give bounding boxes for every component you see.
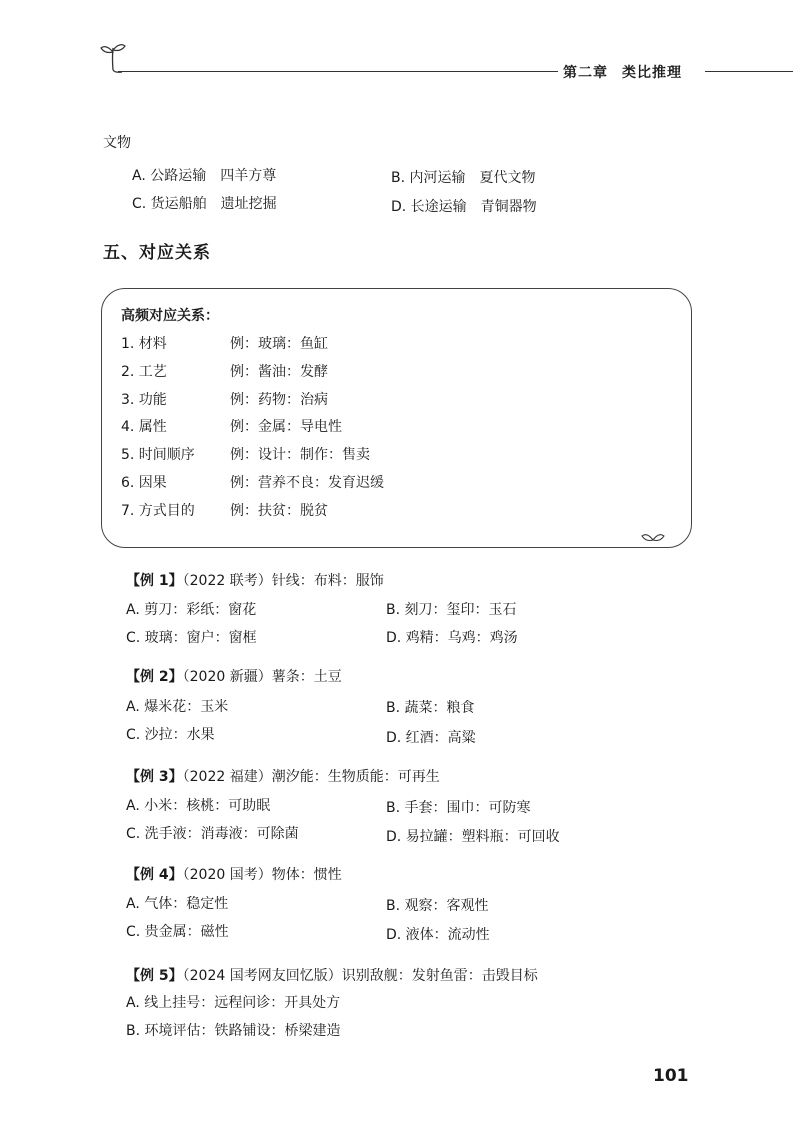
question-3-option-b: B. 手套：围巾：可防寒 <box>386 800 531 816</box>
question-text: 薯条：土豆 <box>271 669 342 685</box>
relation-name: 1. 材料 <box>121 336 167 352</box>
question-text: 识别敌舰：发射鱼雷：击毁目标 <box>341 968 538 984</box>
chapter-number: 第二章 <box>563 65 608 81</box>
question-source: （2022 福建） <box>182 769 272 785</box>
relation-name: 4. 属性 <box>121 419 167 435</box>
continuation-text: 文物 <box>103 135 131 151</box>
question-source: （2022 联考） <box>182 573 272 589</box>
chapter-title: 类比推理 <box>622 65 682 81</box>
question-source: （2020 新疆） <box>182 669 272 685</box>
question-text: 潮汐能：生物质能：可再生 <box>271 769 440 785</box>
question-4-stem <box>126 864 342 884</box>
option-d: D. 长途运输 青铜器物 <box>391 199 537 215</box>
question-tag: 【例 2】 <box>126 669 183 685</box>
question-3-option-d: D. 易拉罐：塑料瓶：可回收 <box>386 829 560 845</box>
question-source: （2024 国考网友回忆版） <box>182 968 342 984</box>
question-2-option-a: A. 爆米花：玉米 <box>126 699 229 715</box>
leaf-ornament-icon <box>98 40 128 74</box>
question-source: （2020 国考） <box>182 867 272 883</box>
question-3-stem <box>126 766 440 786</box>
question-tag: 【例 4】 <box>126 867 183 883</box>
relation-name: 7. 方式目的 <box>121 503 195 519</box>
header-rule-left <box>118 71 558 72</box>
question-4-option-a: A. 气体：稳定性 <box>126 896 229 912</box>
relation-name: 3. 功能 <box>121 392 167 408</box>
relation-name: 5. 时间顺序 <box>121 447 195 463</box>
question-5-option-a: A. 线上挂号：远程问诊：开具处方 <box>126 995 341 1011</box>
question-1-option-a: A. 剪刀：彩纸：窗花 <box>126 602 257 618</box>
option-a: A. 公路运输 四羊方尊 <box>132 168 277 184</box>
question-3-option-c: C. 洗手液：消毒液：可除菌 <box>126 826 299 842</box>
chapter-heading <box>563 62 682 82</box>
page-number: 101 <box>653 1066 689 1086</box>
section-title: 五、对应关系 <box>103 243 211 263</box>
question-1-option-d: D. 鸡精：乌鸡：鸡汤 <box>386 630 518 646</box>
relation-example: 例：设计：制作：售卖 <box>230 447 370 463</box>
question-5-option-b: B. 环境评估：铁路铺设：桥梁建造 <box>126 1023 341 1039</box>
question-1-option-c: C. 玻璃：窗户：窗框 <box>126 630 257 646</box>
relation-name: 2. 工艺 <box>121 364 167 380</box>
question-2-option-c: C. 沙拉：水果 <box>126 727 215 743</box>
question-tag: 【例 1】 <box>126 573 183 589</box>
question-4-option-d: D. 液体：流动性 <box>386 927 490 943</box>
relation-example: 例：扶贫：脱贫 <box>230 503 328 519</box>
option-b: B. 内河运输 夏代文物 <box>391 170 536 186</box>
question-text: 针线：布料：服饰 <box>271 573 384 589</box>
header-rule-right <box>705 71 793 72</box>
relation-example: 例：酱油：发酵 <box>230 364 328 380</box>
relations-box-title: 高频对应关系： <box>121 308 219 324</box>
question-5-stem <box>126 965 538 985</box>
question-2-option-b: B. 蔬菜：粮食 <box>386 700 475 716</box>
question-tag: 【例 3】 <box>126 769 183 785</box>
sprout-ornament-icon <box>641 530 665 544</box>
relation-example: 例：药物：治病 <box>230 392 328 408</box>
relation-example: 例：金属：导电性 <box>230 419 342 435</box>
relation-example: 例：玻璃：鱼缸 <box>230 336 328 352</box>
question-2-stem <box>126 666 342 686</box>
question-2-option-d: D. 红酒：高粱 <box>386 730 476 746</box>
question-4-option-b: B. 观察：客观性 <box>386 898 489 914</box>
relation-example: 例：营养不良：发育迟缓 <box>230 475 384 491</box>
option-c: C. 货运船舶 遗址挖掘 <box>132 196 277 212</box>
question-1-option-b: B. 刻刀：玺印：玉石 <box>386 602 517 618</box>
question-text: 物体：惯性 <box>271 867 342 883</box>
question-tag: 【例 5】 <box>126 968 183 984</box>
question-3-option-a: A. 小米：核桃：可助眠 <box>126 798 271 814</box>
relation-name: 6. 因果 <box>121 475 167 491</box>
question-4-option-c: C. 贵金属：磁性 <box>126 924 229 940</box>
question-1-stem <box>126 570 384 590</box>
